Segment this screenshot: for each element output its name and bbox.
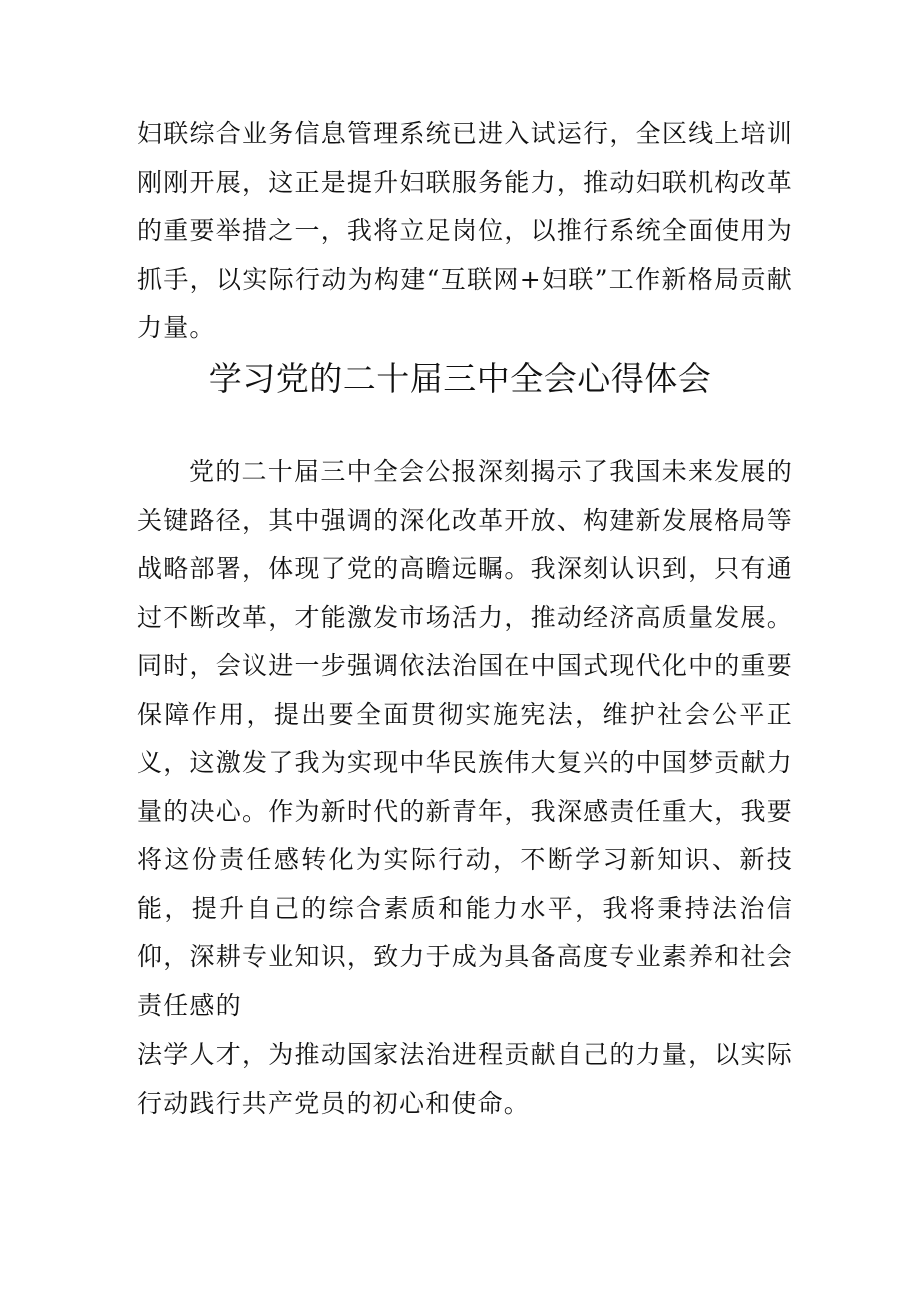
section-title: 学习党的二十届三中全会心得体会 xyxy=(208,359,712,398)
body-paragraph: 党的二十届三中全会公报深刻揭示了我国未来发展的关键路径，其中强调的深化改革开放、构建新发展格局等战略部署，体现了党的高瞻远瞩。我深刻认识到，只有通过不断改革，才能激发市场活力，推动经济高质量发展。同时，会议进一步强调依法治国在中国式现代化中的重要保障作用，提出要全面贯彻实施宪法，维护社会公平正义，这激发了我为实现中华民族伟大复兴的中国梦贡献力量的决心。作为新时代的新青年，我深感责任重大，我要将这份责任感转化为实际行动，不断学习新知识、新技能，提升自己的综合素质和能力水平，我将秉持法治信仰，深耕专业知识，致力于成为具备高度专业素养和社会责任感的 xyxy=(137,457,793,1020)
continuation-paragraph: 法学人才，为推动国家法治进程贡献自己的力量，以实际行动践行共产党员的初心和使命。 xyxy=(137,1040,793,1118)
intro-paragraph: 妇联综合业务信息管理系统已进入试运行，全区线上培训刚刚开展，这正是提升妇联服务能力，推动妇联机构改革的重要举措之一，我将立足岗位，以推行系统全面使用为抓手，以实际行动为构建“互联网+妇联”工作新格局贡献力量。 xyxy=(137,119,793,342)
